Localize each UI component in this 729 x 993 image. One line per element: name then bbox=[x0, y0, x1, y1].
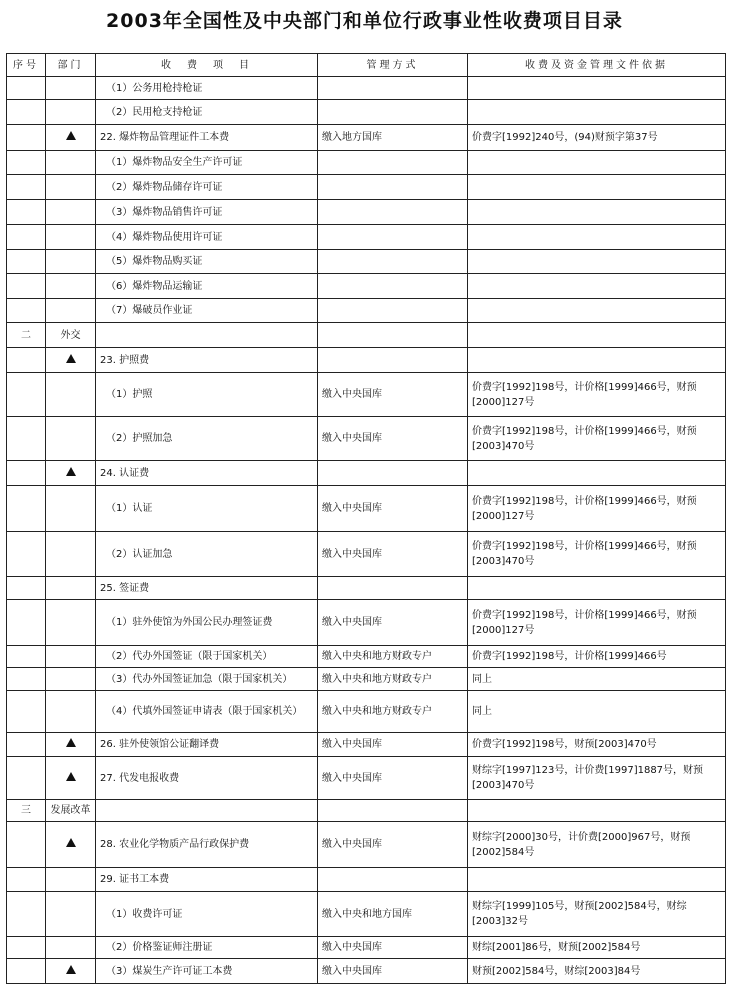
cell-method: 缴入中央国库 bbox=[318, 532, 468, 577]
cell-item: （2）爆炸物品储存许可证 bbox=[96, 175, 318, 200]
cell-dept bbox=[46, 668, 96, 691]
cell-dept bbox=[46, 532, 96, 577]
cell-basis bbox=[468, 274, 726, 299]
triangle-marker-icon bbox=[66, 838, 76, 847]
cell-method bbox=[318, 274, 468, 299]
cell-method: 缴入中央和地方财政专户 bbox=[318, 668, 468, 691]
cell-dept bbox=[46, 486, 96, 532]
cell-basis: 价费字[1992]240号，(94)财预字第37号 bbox=[468, 125, 726, 151]
cell-seq bbox=[7, 959, 46, 984]
cell-dept bbox=[46, 461, 96, 486]
cell-basis: 价费字[1992]198号，计价格[1999]466号，财预[2000]127号 bbox=[468, 373, 726, 417]
cell-seq bbox=[7, 532, 46, 577]
cell-dept bbox=[46, 822, 96, 868]
cell-item: 28. 农业化学物质产品行政保护费 bbox=[96, 822, 318, 868]
cell-basis bbox=[468, 225, 726, 250]
table-row bbox=[7, 225, 726, 250]
cell-method bbox=[318, 348, 468, 373]
table-row bbox=[7, 373, 726, 417]
cell-dept bbox=[46, 200, 96, 225]
cell-seq bbox=[7, 892, 46, 937]
cell-method: 缴入地方国库 bbox=[318, 125, 468, 151]
cell-seq bbox=[7, 100, 46, 125]
cell-seq bbox=[7, 868, 46, 892]
cell-seq bbox=[7, 600, 46, 646]
cell-dept bbox=[46, 373, 96, 417]
cell-item: （6）爆炸物品运输证 bbox=[96, 274, 318, 299]
cell-basis bbox=[468, 800, 726, 822]
cell-basis: 价费字[1992]198号，计价格[1999]466号，财预[2003]470号 bbox=[468, 532, 726, 577]
header-seq: 序号 bbox=[7, 54, 46, 77]
table-row bbox=[7, 646, 726, 668]
cell-method bbox=[318, 800, 468, 822]
cell-method bbox=[318, 200, 468, 225]
table-row bbox=[7, 417, 726, 461]
cell-method: 缴入中央国库 bbox=[318, 373, 468, 417]
cell-method: 缴入中央国库 bbox=[318, 600, 468, 646]
cell-dept bbox=[46, 348, 96, 373]
header-basis: 收费及资金管理文件依据 bbox=[468, 54, 726, 77]
cell-item: （1）护照 bbox=[96, 373, 318, 417]
cell-basis bbox=[468, 577, 726, 600]
cell-basis bbox=[468, 299, 726, 323]
cell-seq bbox=[7, 151, 46, 175]
cell-seq bbox=[7, 225, 46, 250]
cell-method bbox=[318, 151, 468, 175]
cell-item: 26. 驻外使领馆公证翻译费 bbox=[96, 733, 318, 757]
cell-dept bbox=[46, 691, 96, 733]
table-row bbox=[7, 892, 726, 937]
cell-method: 缴入中央国库 bbox=[318, 733, 468, 757]
cell-basis bbox=[468, 868, 726, 892]
cell-dept bbox=[46, 417, 96, 461]
table-body bbox=[7, 77, 726, 984]
cell-dept bbox=[46, 125, 96, 151]
table-row bbox=[7, 151, 726, 175]
cell-dept bbox=[46, 77, 96, 100]
cell-dept bbox=[46, 250, 96, 274]
cell-basis: 同上 bbox=[468, 668, 726, 691]
cell-dept bbox=[46, 577, 96, 600]
cell-method: 缴入中央和地方国库 bbox=[318, 892, 468, 937]
cell-seq bbox=[7, 937, 46, 959]
cell-seq bbox=[7, 274, 46, 299]
cell-item: （2）认证加急 bbox=[96, 532, 318, 577]
table-row bbox=[7, 577, 726, 600]
table-row bbox=[7, 348, 726, 373]
cell-item: 29. 证书工本费 bbox=[96, 868, 318, 892]
cell-basis bbox=[468, 77, 726, 100]
cell-basis: 价费字[1992]198号，计价格[1999]466号 bbox=[468, 646, 726, 668]
cell-method bbox=[318, 100, 468, 125]
cell-method bbox=[318, 77, 468, 100]
cell-seq: 三 bbox=[7, 800, 46, 822]
cell-basis: 财预[2002]584号，财综[2003]84号 bbox=[468, 959, 726, 984]
table-row bbox=[7, 299, 726, 323]
cell-basis bbox=[468, 323, 726, 348]
cell-method: 缴入中央国库 bbox=[318, 417, 468, 461]
cell-item: （1）认证 bbox=[96, 486, 318, 532]
cell-basis: 价费字[1992]198号，财预[2003]470号 bbox=[468, 733, 726, 757]
cell-seq bbox=[7, 200, 46, 225]
cell-item bbox=[96, 800, 318, 822]
cell-seq bbox=[7, 757, 46, 800]
table-row bbox=[7, 200, 726, 225]
cell-item: （7）爆破员作业证 bbox=[96, 299, 318, 323]
cell-method: 缴入中央和地方财政专户 bbox=[318, 691, 468, 733]
table-row bbox=[7, 937, 726, 959]
cell-seq bbox=[7, 373, 46, 417]
cell-dept bbox=[46, 733, 96, 757]
table-row bbox=[7, 757, 726, 800]
triangle-marker-icon bbox=[66, 738, 76, 747]
cell-item: （1）驻外使馆为外国公民办理签证费 bbox=[96, 600, 318, 646]
cell-method bbox=[318, 577, 468, 600]
header-item: 收 费 项 目 bbox=[96, 54, 318, 77]
cell-basis bbox=[468, 100, 726, 125]
triangle-marker-icon bbox=[66, 467, 76, 476]
cell-seq bbox=[7, 250, 46, 274]
cell-method: 缴入中央和地方财政专户 bbox=[318, 646, 468, 668]
page-title: 2003年全国性及中央部门和单位行政事业性收费项目目录 bbox=[106, 10, 623, 32]
cell-seq bbox=[7, 175, 46, 200]
cell-method bbox=[318, 175, 468, 200]
table-row bbox=[7, 691, 726, 733]
cell-seq bbox=[7, 668, 46, 691]
cell-item: 27. 代发电报收费 bbox=[96, 757, 318, 800]
cell-dept bbox=[46, 299, 96, 323]
table-row bbox=[7, 822, 726, 868]
cell-dept bbox=[46, 646, 96, 668]
cell-method bbox=[318, 250, 468, 274]
cell-seq bbox=[7, 486, 46, 532]
cell-item: 22. 爆炸物品管理证件工本费 bbox=[96, 125, 318, 151]
cell-dept bbox=[46, 757, 96, 800]
cell-basis bbox=[468, 461, 726, 486]
cell-dept: 发展改革 bbox=[46, 800, 96, 822]
triangle-marker-icon bbox=[66, 131, 76, 140]
cell-basis bbox=[468, 250, 726, 274]
table-row bbox=[7, 600, 726, 646]
cell-basis: 财综字[2000]30号，计价费[2000]967号，财预[2002]584号 bbox=[468, 822, 726, 868]
cell-item: （5）爆炸物品购买证 bbox=[96, 250, 318, 274]
cell-dept bbox=[46, 937, 96, 959]
fee-table bbox=[6, 53, 726, 984]
table-row bbox=[7, 125, 726, 151]
cell-item: （2）民用枪支持枪证 bbox=[96, 100, 318, 125]
cell-basis bbox=[468, 175, 726, 200]
cell-item: 23. 护照费 bbox=[96, 348, 318, 373]
triangle-marker-icon bbox=[66, 965, 76, 974]
table-row bbox=[7, 250, 726, 274]
table-row bbox=[7, 175, 726, 200]
table-row bbox=[7, 486, 726, 532]
cell-item: （1）公务用枪持枪证 bbox=[96, 77, 318, 100]
cell-item: （4）代填外国签证申请表（限于国家机关） bbox=[96, 691, 318, 733]
table-row bbox=[7, 868, 726, 892]
cell-method: 缴入中央国库 bbox=[318, 822, 468, 868]
cell-dept bbox=[46, 959, 96, 984]
cell-basis: 同上 bbox=[468, 691, 726, 733]
cell-seq bbox=[7, 577, 46, 600]
cell-item: （3）煤炭生产许可证工本费 bbox=[96, 959, 318, 984]
cell-basis: 价费字[1992]198号，计价格[1999]466号，财预[2000]127号 bbox=[468, 486, 726, 532]
table-row bbox=[7, 733, 726, 757]
cell-basis bbox=[468, 348, 726, 373]
table-row bbox=[7, 668, 726, 691]
header-dept: 部门 bbox=[46, 54, 96, 77]
table-row bbox=[7, 532, 726, 577]
table-row bbox=[7, 800, 726, 822]
cell-dept bbox=[46, 151, 96, 175]
cell-seq bbox=[7, 822, 46, 868]
cell-seq bbox=[7, 691, 46, 733]
cell-method bbox=[318, 868, 468, 892]
cell-basis: 财综字[1999]105号，财预[2002]584号，财综[2003]32号 bbox=[468, 892, 726, 937]
cell-seq bbox=[7, 417, 46, 461]
cell-basis bbox=[468, 151, 726, 175]
cell-basis bbox=[468, 200, 726, 225]
cell-method: 缴入中央国库 bbox=[318, 757, 468, 800]
cell-item: （2）代办外国签证（限于国家机关） bbox=[96, 646, 318, 668]
cell-basis: 价费字[1992]198号，计价格[1999]466号，财预[2003]470号 bbox=[468, 417, 726, 461]
table-row bbox=[7, 274, 726, 299]
header-method: 管理方式 bbox=[318, 54, 468, 77]
cell-dept bbox=[46, 175, 96, 200]
cell-seq: 二 bbox=[7, 323, 46, 348]
cell-basis: 价费字[1992]198号，计价格[1999]466号，财预[2000]127号 bbox=[468, 600, 726, 646]
cell-method bbox=[318, 323, 468, 348]
cell-item bbox=[96, 323, 318, 348]
cell-item: 25. 签证费 bbox=[96, 577, 318, 600]
cell-dept bbox=[46, 100, 96, 125]
cell-method: 缴入中央国库 bbox=[318, 486, 468, 532]
cell-method bbox=[318, 225, 468, 250]
cell-item: （2）护照加急 bbox=[96, 417, 318, 461]
table-row bbox=[7, 959, 726, 984]
cell-item: （2）价格鉴证师注册证 bbox=[96, 937, 318, 959]
cell-dept bbox=[46, 892, 96, 937]
cell-item: （1）收费许可证 bbox=[96, 892, 318, 937]
cell-seq bbox=[7, 299, 46, 323]
cell-item: （4）爆炸物品使用许可证 bbox=[96, 225, 318, 250]
cell-basis: 财综[2001]86号，财预[2002]584号 bbox=[468, 937, 726, 959]
cell-method bbox=[318, 461, 468, 486]
cell-seq bbox=[7, 646, 46, 668]
cell-seq bbox=[7, 125, 46, 151]
cell-item: 24. 认证费 bbox=[96, 461, 318, 486]
cell-method: 缴入中央国库 bbox=[318, 937, 468, 959]
cell-dept bbox=[46, 274, 96, 299]
cell-item: （3）爆炸物品销售许可证 bbox=[96, 200, 318, 225]
cell-dept bbox=[46, 868, 96, 892]
cell-item: （1）爆炸物品安全生产许可证 bbox=[96, 151, 318, 175]
cell-dept bbox=[46, 225, 96, 250]
table-row bbox=[7, 323, 726, 348]
cell-method: 缴入中央国库 bbox=[318, 959, 468, 984]
cell-dept bbox=[46, 600, 96, 646]
cell-seq bbox=[7, 348, 46, 373]
cell-seq bbox=[7, 77, 46, 100]
cell-item: （3）代办外国签证加急（限于国家机关） bbox=[96, 668, 318, 691]
cell-method bbox=[318, 299, 468, 323]
triangle-marker-icon bbox=[66, 354, 76, 363]
cell-dept: 外交 bbox=[46, 323, 96, 348]
cell-basis: 财综字[1997]123号，计价费[1997]1887号，财预[2003]470号 bbox=[468, 757, 726, 800]
table-header-row bbox=[7, 54, 726, 77]
table-row bbox=[7, 461, 726, 486]
cell-seq bbox=[7, 461, 46, 486]
cell-seq bbox=[7, 733, 46, 757]
triangle-marker-icon bbox=[66, 772, 76, 781]
table-row bbox=[7, 77, 726, 100]
table-row bbox=[7, 100, 726, 125]
